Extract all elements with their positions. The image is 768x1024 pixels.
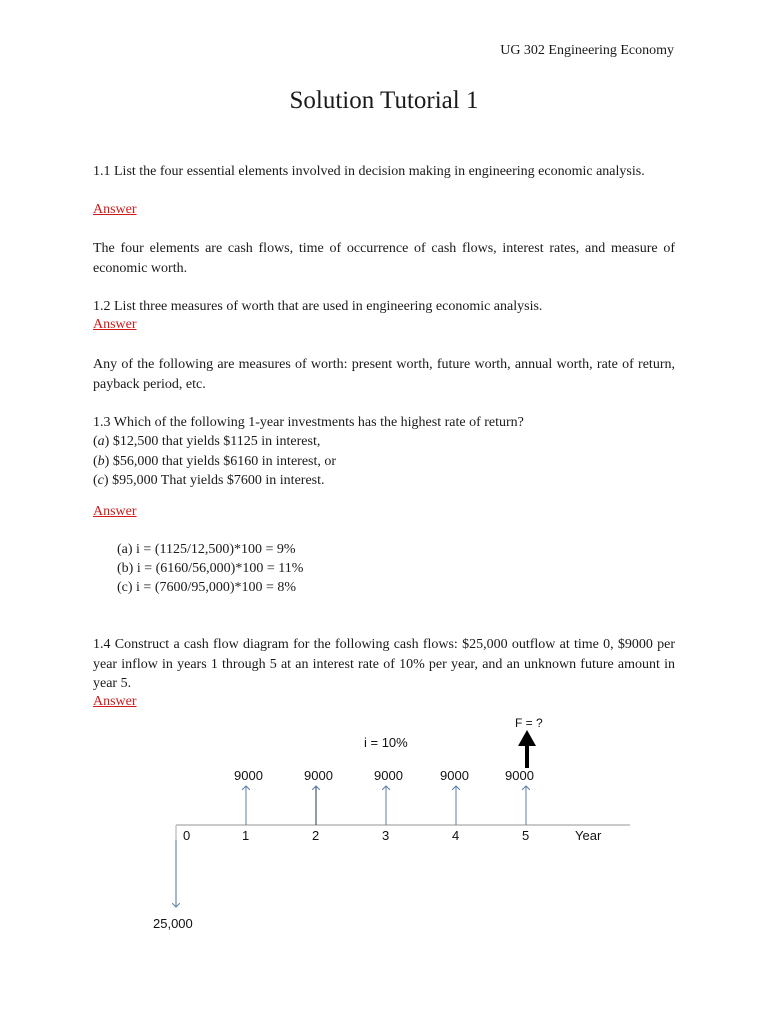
inflow-label-year-2: 9000: [304, 768, 333, 783]
future-value-arrow-head: [518, 730, 536, 746]
year-label-3: 3: [382, 828, 390, 843]
question-1-4: 1.4 Construct a cash flow diagram for the following cash flows: $25,000 outflow at time 0, $9000 per year inflow in years 1 through 5 at an interest rate of 10% per year, and an unknown future amount in year 5.: [93, 637, 675, 691]
question-1-1: 1.1 List the four essential elements involved in decision making in engineering economic analysis.: [93, 164, 645, 179]
option-text: $56,000 that yields $6160 in interest, or: [109, 454, 337, 469]
answer-text-1-2: Any of the following are measures of worth: present worth, future worth, annual worth, rate of return, payback period, etc.: [93, 357, 675, 392]
option-c: (c) $95,000 That yields $7600 in interest.: [93, 473, 325, 488]
inflow-label-year-3: 9000: [374, 768, 403, 783]
option-b: (b) $56,000 that yields $6160 in interest, or: [93, 454, 337, 469]
interest-rate-label: i = 10%: [364, 735, 408, 750]
option-letter: b: [97, 454, 105, 469]
option-letter: c: [97, 473, 104, 488]
option-a: (a) $12,500 that yields $1125 in interest,: [93, 434, 321, 449]
year-label-4: 4: [452, 828, 460, 843]
inflow-label-year-5: 9000: [505, 768, 534, 783]
year-label-0: 0: [183, 828, 191, 843]
answer-label-1-2: Answer: [93, 317, 137, 332]
year-label-5: 5: [522, 828, 530, 843]
answer-text-1-1: The four elements are cash flows, time of occurrence of cash flows, interest rates, and measure of economic worth.: [93, 241, 675, 276]
year-label-2: 2: [312, 828, 320, 843]
answer-label-1-3: Answer: [93, 504, 137, 519]
answer-label-1-1: Answer: [93, 202, 137, 217]
year-axis-label: Year: [575, 828, 602, 843]
solution-b: (b) i = (6160/56,000)*100 = 11%: [117, 561, 304, 576]
option-text: $12,500 that yields $1125 in interest,: [109, 434, 321, 449]
inflow-label-year-4: 9000: [440, 768, 469, 783]
question-1-3: 1.3 Which of the following 1-year investments has the highest rate of return?: [93, 415, 524, 430]
answer-label-1-4: Answer: [93, 694, 137, 709]
solution-a: (a) i = (1125/12,500)*100 = 9%: [117, 542, 296, 557]
option-text: $95,000 That yields $7600 in interest.: [108, 473, 325, 488]
page-title: Solution Tutorial 1: [289, 87, 479, 114]
question-1-2: 1.2 List three measures of worth that are used in engineering economic analysis.: [93, 299, 543, 314]
course-header: UG 302 Engineering Economy: [500, 43, 674, 58]
cash-flow-diagram: [0, 710, 768, 950]
solution-c: (c) i = (7600/95,000)*100 = 8%: [117, 580, 297, 595]
option-letter: a: [97, 434, 105, 449]
future-value-label: F = ?: [515, 716, 543, 730]
outflow-label-year-0: 25,000: [153, 916, 193, 931]
year-label-1: 1: [242, 828, 250, 843]
inflow-label-year-1: 9000: [234, 768, 263, 783]
